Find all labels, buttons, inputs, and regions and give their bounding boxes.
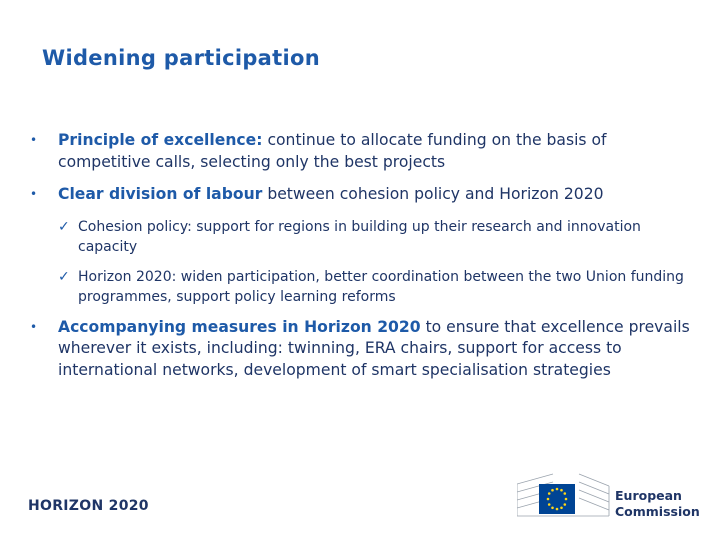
european-commission-wordmark <box>615 488 700 520</box>
bullet-division-of-labour <box>30 184 690 206</box>
bullet-dot-icon: • <box>30 187 38 201</box>
sub-bullet-text: Cohesion policy: support for regions in building up their research and innovation capacity <box>78 218 641 255</box>
bullet-accompanying-measures <box>30 317 690 382</box>
bullet-bold-label: Accompanying measures in Horizon 2020 <box>58 317 421 336</box>
bullet-text: to ensure that excellence prevails wherever it exists, including: twinning, ERA chairs, support for access to international networks, development of smart specialisation strategies <box>58 317 690 379</box>
sub-bullet-horizon <box>30 267 690 307</box>
bullet-dot-icon: • <box>30 319 38 334</box>
org-line-1: European <box>615 488 682 503</box>
sub-bullet-cohesion <box>30 217 690 257</box>
horizon-2020-logo: HORIZON 2020 <box>28 498 149 514</box>
bullet-bold-label: Clear division of labour <box>58 185 263 203</box>
bullet-text: between cohesion policy and Horizon 2020 <box>262 185 604 203</box>
sub-bullet-text: Horizon 2020: widen participation, better coordination between the two Union funding programmes, support policy learning reforms <box>78 268 684 305</box>
bullet-text: continue to allocate funding on the basis of competitive calls, selecting only the best projects <box>58 131 607 171</box>
bullet-excellence <box>30 130 690 173</box>
slide-title: Widening participation <box>42 46 320 70</box>
checkmark-icon: ✓ <box>58 268 70 285</box>
bullet-list <box>30 130 690 392</box>
bullet-dot-icon: • <box>30 133 38 147</box>
checkmark-icon: ✓ <box>58 218 70 235</box>
bullet-bold-label: Principle of excellence: <box>58 131 263 149</box>
org-line-2: Commission <box>615 504 700 519</box>
